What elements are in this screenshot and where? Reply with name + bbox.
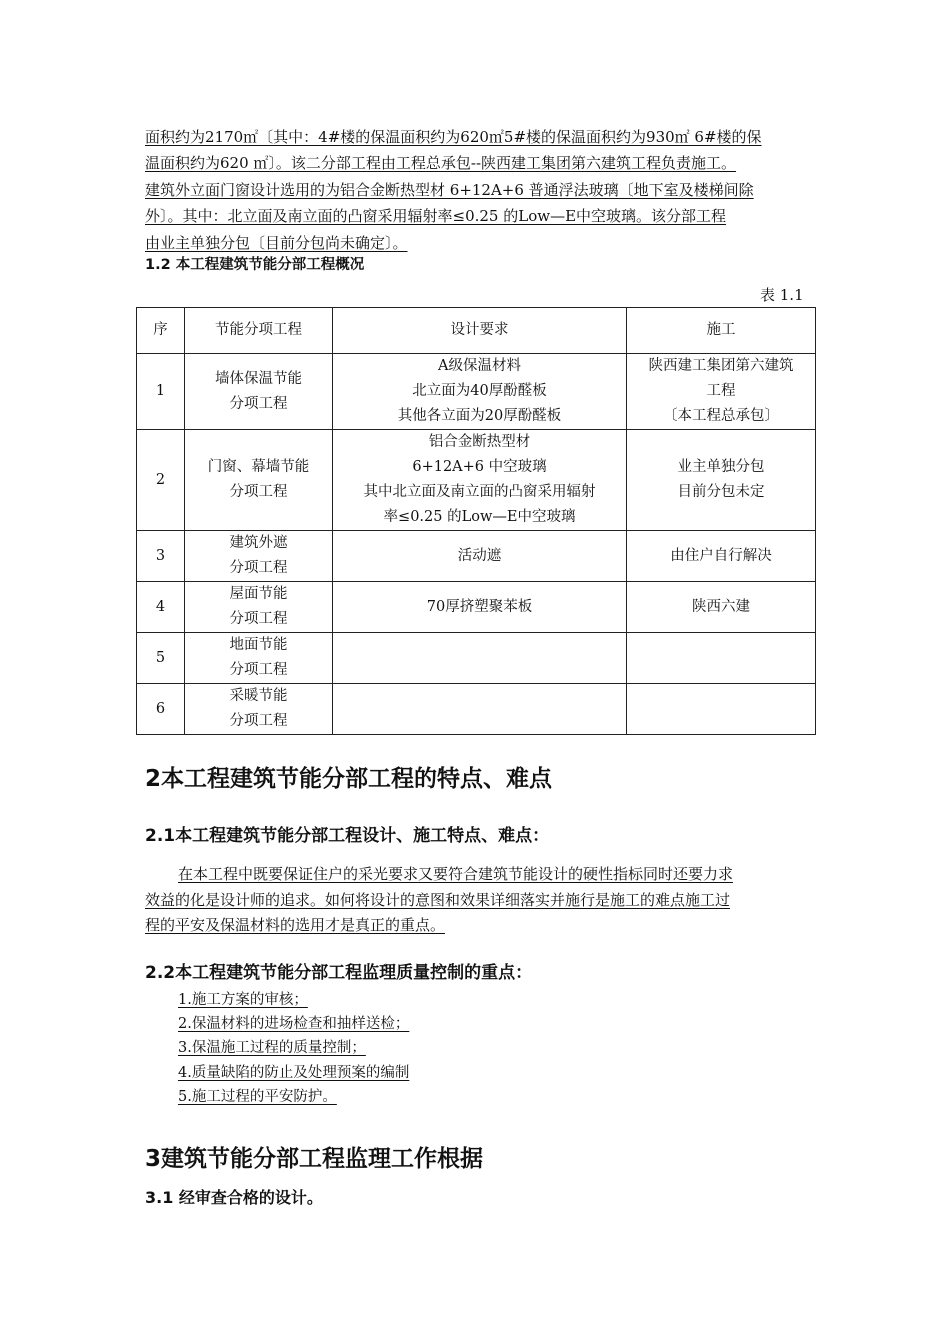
table-row	[137, 582, 816, 633]
section-3-heading: 3建筑节能分部工程监理工作根据	[145, 1146, 484, 1172]
design-cell: 活动遮	[333, 531, 627, 582]
header-cell: 施工	[627, 308, 816, 354]
table-header-row	[137, 308, 816, 354]
intro-line: 温面积约为620 ㎡〕。该二分部工程由工程总承包--陕西建工集团第六建筑工程负责施工。	[145, 154, 737, 173]
design-cell: 铝合金断热型材 6+12A+6 中空玻璃 其中北立面及南立面的凸窗采用辐射 率≤0.25 的Low—E中空玻璃	[333, 430, 627, 531]
design-cell	[333, 684, 627, 735]
design-cell: A级保温材料 北立面为40厚酚醛板 其他各立面为20厚酚醛板	[333, 354, 627, 430]
section-2-2-heading: 2.2本工程建筑节能分部工程监理质量控制的重点：	[145, 963, 533, 983]
key-points-list	[178, 988, 409, 1109]
item-cell: 门窗、幕墙节能 分项工程	[185, 430, 333, 531]
row-number: 1	[137, 354, 185, 430]
row-number: 3	[137, 531, 185, 582]
row-number: 6	[137, 684, 185, 735]
intro-line: 由业主单独分包〔目前分包尚未确定〕。	[145, 233, 408, 252]
row-number: 4	[137, 582, 185, 633]
item-cell: 屋面节能 分项工程	[185, 582, 333, 633]
design-cell: 70厚挤塑聚苯板	[333, 582, 627, 633]
builder-cell: 陕西建工集团第六建筑 工程 〔本工程总承包〕	[627, 354, 816, 430]
item-cell: 墙体保温节能 分项工程	[185, 354, 333, 430]
builder-cell	[627, 684, 816, 735]
section-2-1-heading: 2.1本工程建筑节能分部工程设计、施工特点、难点：	[145, 826, 550, 846]
row-number: 2	[137, 430, 185, 531]
section-2-1-paragraph	[145, 862, 825, 939]
list-item: 4.质量缺陷的防止及处理预案的编制	[178, 1064, 410, 1081]
item-cell: 建筑外遮 分项工程	[185, 531, 333, 582]
item-cell: 地面节能 分项工程	[185, 633, 333, 684]
header-cell: 节能分项工程	[185, 308, 333, 354]
list-item: 2.保温材料的进场检查和抽样送检；	[178, 1016, 410, 1033]
header-cell: 序	[137, 308, 185, 354]
builder-cell	[627, 633, 816, 684]
table-row	[137, 531, 816, 582]
list-item: 3.保温施工过程的质量控制；	[178, 1040, 366, 1057]
paragraph-line: 程的平安及保温材料的选用才是真正的重点。	[145, 916, 446, 934]
item-cell: 采暖节能 分项工程	[185, 684, 333, 735]
table-row	[137, 430, 816, 531]
list-item: 5.施工过程的平安防护。	[178, 1088, 337, 1105]
header-cell: 设计要求	[333, 308, 627, 354]
section-3-1-heading: 3.1 经审查合格的设计。	[145, 1188, 323, 1207]
section-1-2-heading: 1.2 本工程建筑节能分部工程概况	[145, 257, 365, 273]
list-item: 1.施工方案的审核；	[178, 992, 308, 1008]
table-caption: 表 1.1	[760, 286, 804, 304]
paragraph-line: 在本工程中既要保证住户的采光要求又要符合建筑节能设计的硬性指标同时还要力求	[178, 865, 734, 883]
intro-paragraph	[145, 124, 825, 256]
intro-line: 面积约为2170㎡〔其中：4#楼的保温面积约为620㎡5#楼的保温面积约为930㎡ 6#楼的保	[145, 128, 762, 146]
section-2-heading: 2本工程建筑节能分部工程的特点、难点	[145, 766, 553, 792]
row-number: 5	[137, 633, 185, 684]
intro-line: 外〕。其中：北立面及南立面的凸窗采用辐射率≤0.25 的Low—E中空玻璃。该分部工程	[145, 207, 727, 226]
table-row	[137, 354, 816, 430]
intro-line: 建筑外立面门窗设计选用的为铝合金断热型材 6+12A+6 普通浮法玻璃〔地下室及楼梯间除	[145, 180, 754, 199]
builder-cell: 由住户自行解决	[627, 531, 816, 582]
builder-cell: 业主单独分包 目前分包未定	[627, 430, 816, 531]
builder-cell: 陕西六建	[627, 582, 816, 633]
energy-saving-table	[136, 307, 816, 735]
design-cell	[333, 633, 627, 684]
table-row	[137, 633, 816, 684]
paragraph-line: 效益的化是设计师的追求。如何将设计的意图和效果详细落实并施行是施工的难点施工过	[145, 890, 731, 909]
table-row	[137, 684, 816, 735]
